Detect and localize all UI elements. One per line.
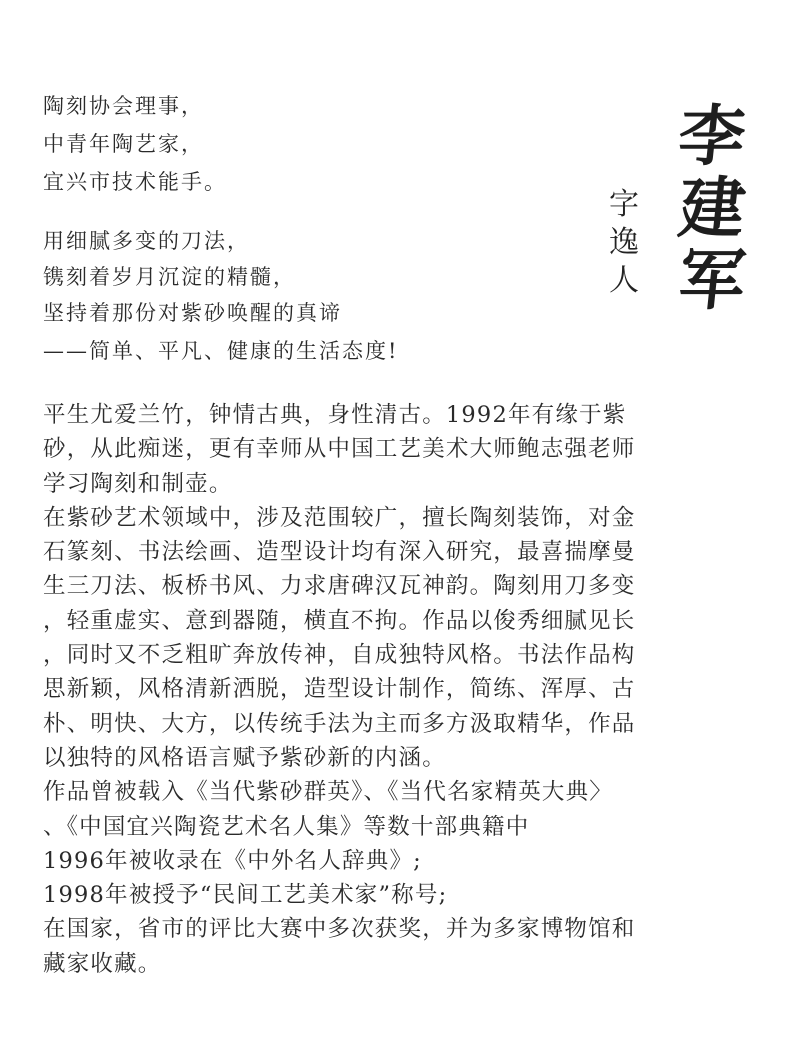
artist-name bbox=[672, 97, 752, 319]
bio-line: ，同时又不乏粗旷奔放传神，自成独特风格。书法作品构 bbox=[43, 642, 636, 669]
artist-name-char: 李 bbox=[674, 97, 750, 175]
bio-line: 1996年被收录在《中外名人辞典》; bbox=[43, 847, 422, 874]
bio-line: 生三刀法、板桥书风、力求唐碑汉瓦神韵。陶刻用刀多变 bbox=[43, 573, 636, 600]
bio-line: 石篆刻、书法绘画、造型设计均有深入研究，最喜揣摩曼 bbox=[43, 539, 636, 566]
motto-line: 用细腻多变的刀法， bbox=[43, 229, 250, 253]
title-line: 中青年陶艺家， bbox=[43, 132, 204, 156]
bio-line: 在紫砂艺术领域中，涉及范围较广，擅长陶刻装饰，对金 bbox=[43, 504, 636, 531]
bio-line: 以独特的风格语言赋予紫砂新的内涵。 bbox=[43, 744, 446, 771]
artist-name-char: 军 bbox=[674, 241, 750, 319]
bio-line: 思新颖，风格清新洒脱，造型设计制作，简练、浑厚、古 bbox=[43, 676, 636, 703]
bio-line: 平生尤爱兰竹，钟情古典，身性清古。1992年有缘于紫 bbox=[43, 402, 627, 428]
artist-alias-char: 逸 bbox=[609, 225, 639, 260]
bio-line: 、《中国宜兴陶瓷艺术名人集》等数十部典籍中 bbox=[43, 813, 530, 840]
motto-line: ——简单、平凡、健康的生活态度! bbox=[43, 339, 399, 363]
title-line: 陶刻协会理事， bbox=[43, 94, 204, 118]
motto-line: 坚持着那份对紫砂唤醒的真谛 bbox=[43, 301, 342, 325]
bio-line: 作品曾被载入《当代紫砂群英》、《当代名家精英大典〉 bbox=[43, 779, 614, 806]
artist-alias bbox=[604, 186, 644, 300]
title-line: 宜兴市技术能手。 bbox=[43, 170, 227, 194]
artist-name-char: 建 bbox=[674, 169, 750, 247]
motto-line: 镌刻着岁月沉淀的精髓， bbox=[43, 265, 296, 289]
bio-line: 学习陶刻和制壶。 bbox=[43, 470, 233, 497]
biography bbox=[43, 398, 747, 981]
bio-line: 朴、明快、大方，以传统手法为主而多方汲取精华，作品 bbox=[43, 710, 636, 737]
artist-alias-char: 字 bbox=[609, 187, 639, 222]
bio-line: ，轻重虚实、意到器随，横直不拘。作品以俊秀细腻见长 bbox=[43, 607, 636, 634]
bio-line: 1998年被授予“民间工艺美术家”称号; bbox=[43, 882, 448, 909]
bio-line: 在国家，省市的评比大赛中多次获奖，并为多家博物馆和 bbox=[43, 916, 636, 943]
bio-line: 砂，从此痴迷，更有幸师从中国工艺美术大师鲍志强老师 bbox=[43, 436, 636, 463]
bio-line: 藏家收藏。 bbox=[43, 950, 162, 977]
artist-alias-char: 人 bbox=[609, 263, 639, 298]
